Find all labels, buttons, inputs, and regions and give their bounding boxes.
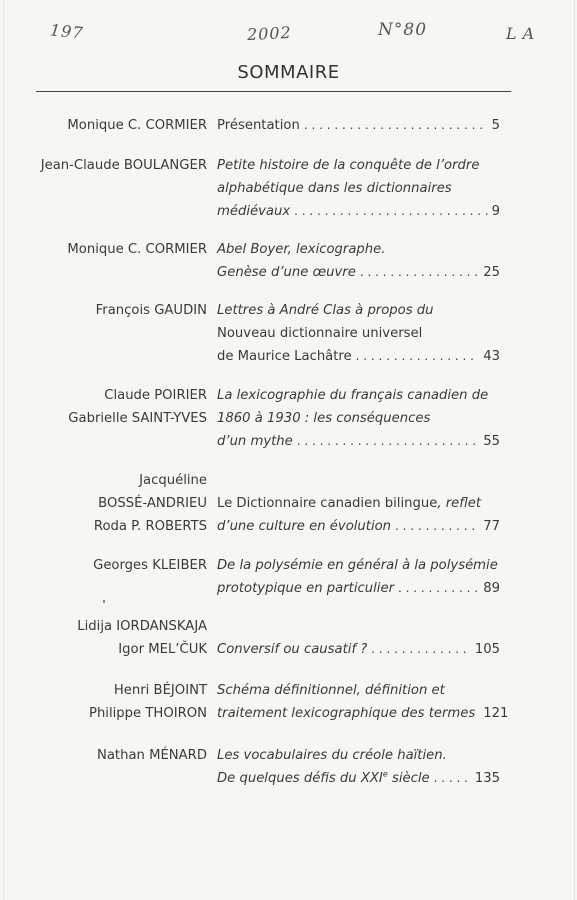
page-number: 77 [483, 519, 500, 534]
entry-authors [89, 679, 207, 725]
entry-title-last-line [217, 114, 500, 137]
leader-dots [430, 767, 471, 790]
entry-title-text: d’un mythe [217, 434, 293, 449]
entry-authors [96, 299, 207, 322]
page-number: 9 [491, 204, 500, 219]
entry-title-text: traitement lexicographique des termes [217, 706, 476, 721]
entry-title [217, 744, 500, 790]
author-name: Monique C. CORMIER [67, 242, 207, 257]
author-name: Georges KLEIBER [93, 558, 207, 573]
author-name: Philippe THOIRON [89, 706, 207, 721]
entry-title-last-line [217, 767, 500, 790]
entry-authors [94, 469, 207, 538]
entry-title [217, 679, 509, 725]
entry-title [217, 492, 500, 538]
entry-title-text [217, 767, 430, 790]
entry-title-line: La lexicographie du français canadien de [217, 388, 489, 403]
handwritten-note-number: 197 [49, 20, 85, 43]
author-name: Lidija IORDANSKAJA [77, 619, 207, 634]
entry-title-line: Schéma définitionnel, définition et [217, 683, 445, 698]
entry-title-line: Nouveau dictionnaire universel [217, 326, 423, 341]
author-name: Igor MEL’ČUK [118, 642, 207, 657]
author-name: Henri BÉJOINT [113, 683, 207, 698]
entry-title [217, 384, 500, 453]
entry-title-text: d’une culture en évolution [217, 519, 392, 534]
entry-title-line [217, 492, 500, 515]
title-divider [36, 91, 511, 92]
author-name: Roda P. ROBERTS [93, 519, 207, 534]
entry-title-text: médiévaux [217, 204, 291, 219]
entry-title-text: Présentation [217, 118, 300, 133]
superscript: e [382, 769, 388, 779]
scan-speck [103, 600, 105, 603]
entry-title-line: De la polysémie en général à la polysémie [217, 558, 498, 573]
author-name: Jacquéline [139, 473, 207, 488]
entry-title [217, 554, 500, 600]
entry-title-text-part: De quelques défis du XXI [217, 771, 383, 786]
page-number: 5 [491, 118, 500, 133]
entry-title-line: Les vocabulaires du créole haïtien. [217, 748, 447, 763]
entry-title-text: Genèse d’une œuvre [217, 265, 356, 280]
entry-authors [68, 384, 207, 430]
entry-title-last-line [217, 200, 500, 223]
author-name: François GAUDIN [95, 303, 207, 318]
entry-title-line: alphabétique dans les dictionnaires [217, 181, 452, 196]
entry-title-last-line [217, 577, 500, 600]
author-name: Nathan MÉNARD [96, 748, 207, 763]
entry-title [217, 299, 500, 368]
scan-edge-left [3, 0, 4, 900]
entry-title-roman-part: Le Dictionnaire canadien bilingue [217, 496, 438, 511]
entry-title-text: de Maurice Lachâtre [217, 349, 352, 364]
author-name: Jean-Claude BOULANGER [40, 158, 207, 173]
entry-title-last-line [217, 702, 509, 725]
entry-title-last-line [217, 638, 500, 661]
author-name: BOSSÉ-ANDRIEU [98, 496, 207, 511]
entry-authors [77, 615, 207, 661]
entry-title-last-line [217, 345, 500, 368]
handwritten-note-issue: N°80 [378, 20, 428, 40]
page-number: 55 [483, 434, 500, 449]
leader-dots [367, 638, 471, 661]
entry-title [217, 114, 500, 137]
entry-title-italic-part: , reflet [437, 496, 482, 511]
entry-title-text-part: siècle [387, 771, 430, 786]
page-number: 135 [474, 771, 500, 786]
entry-title [217, 238, 500, 284]
entry-title-text: prototypique en particulier [217, 581, 394, 596]
page-number: 25 [483, 265, 500, 280]
entry-authors [41, 154, 207, 177]
page-title: SOMMAIRE [237, 62, 340, 83]
entry-title-line: Abel Boyer, lexicographe. [217, 242, 386, 257]
page-number: 105 [474, 642, 500, 657]
entry-title-line: Petite histoire de la conquête de l’ordre [217, 158, 480, 173]
entry-authors [67, 114, 207, 137]
entry-title [217, 154, 500, 223]
entry-authors [93, 554, 207, 577]
page-number: 43 [483, 349, 500, 364]
page-number: 121 [483, 706, 509, 721]
entry-title [217, 638, 500, 661]
handwritten-note-initials: LA [506, 24, 541, 43]
leader-dots [290, 200, 487, 223]
leader-dots [293, 430, 479, 453]
page-number: 89 [483, 581, 500, 596]
author-name: Monique C. CORMIER [67, 118, 207, 133]
entry-title-last-line [217, 430, 500, 453]
author-name: Claude POIRIER [104, 388, 207, 403]
entry-title-last-line [217, 261, 500, 284]
entry-title-text: Conversif ou causatif ? [217, 642, 368, 657]
scan-edge-right [574, 0, 575, 900]
leader-dots [356, 261, 479, 284]
entry-title-line: 1860 à 1930 : les conséquences [217, 411, 431, 426]
leader-dots [300, 114, 488, 137]
leader-dots [391, 515, 479, 538]
author-name: Gabrielle SAINT-YVES [68, 411, 207, 426]
entry-title-last-line [217, 515, 500, 538]
leader-dots [394, 577, 479, 600]
leader-dots [352, 345, 480, 368]
entry-title-line: Lettres à André Clas à propos du [217, 303, 434, 318]
entry-authors [67, 238, 207, 261]
entry-authors [97, 744, 207, 767]
handwritten-note-year: 2002 [246, 22, 293, 45]
